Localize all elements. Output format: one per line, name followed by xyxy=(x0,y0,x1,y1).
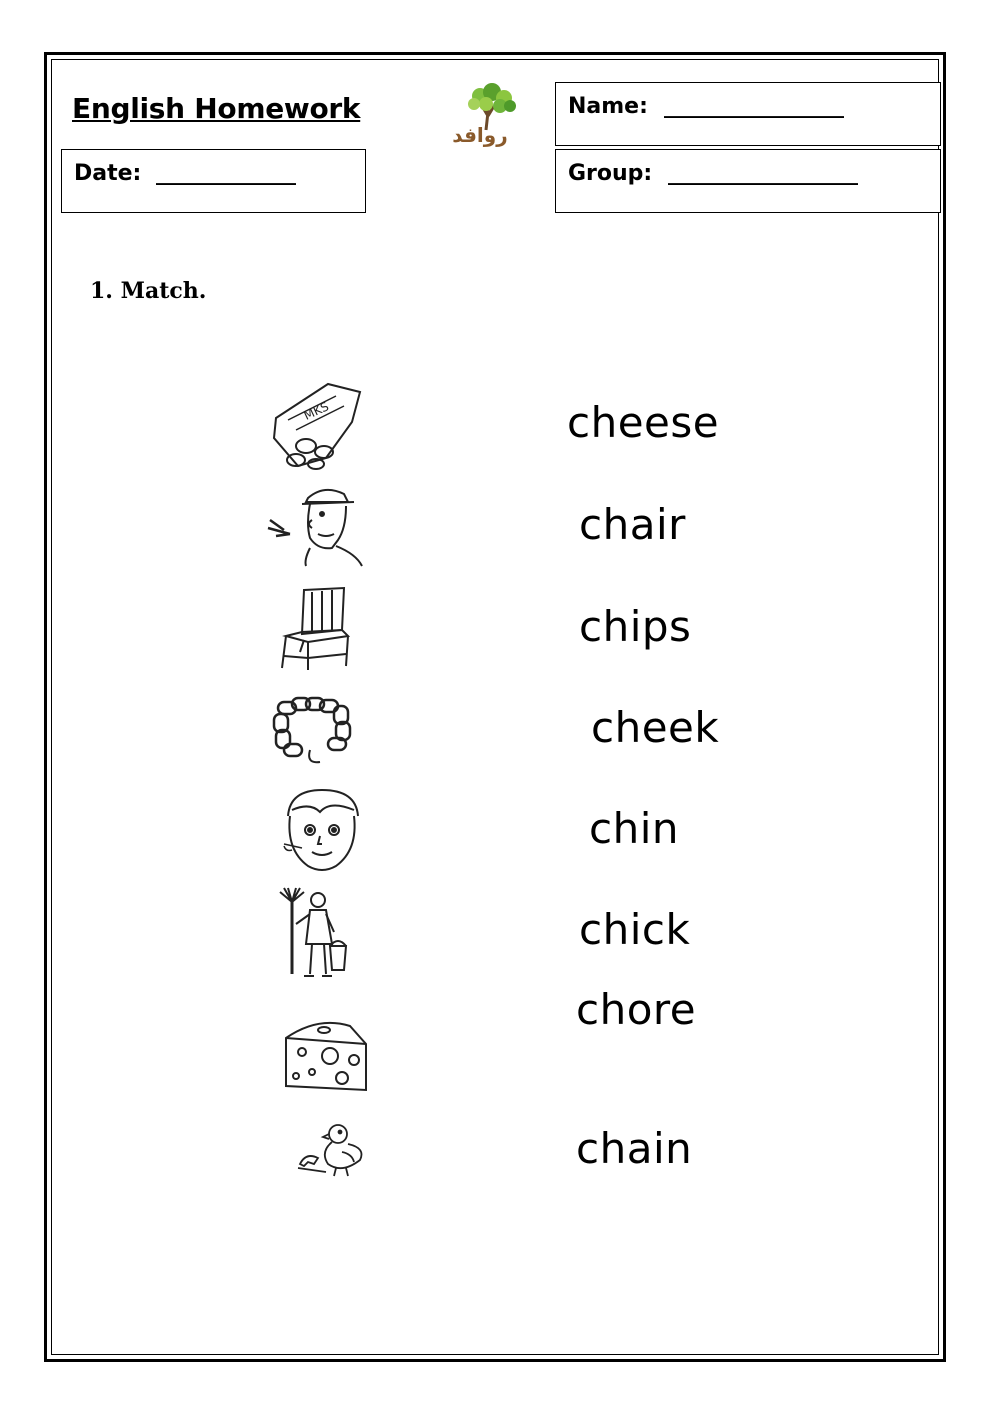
chips-icon xyxy=(266,378,366,472)
group-label: Group: xyxy=(568,161,653,186)
chain-icon xyxy=(270,692,362,768)
question-instruction: 1. Match. xyxy=(90,278,207,304)
tree-logo-icon xyxy=(430,82,530,148)
name-label: Name: xyxy=(568,94,648,119)
svg-text:MKS: MKS xyxy=(301,399,331,423)
page-inner-border xyxy=(51,59,939,1355)
match-word-6: chick xyxy=(579,905,691,954)
chair-icon xyxy=(278,586,354,672)
chore-icon xyxy=(274,884,354,980)
date-line: ______________ xyxy=(156,161,296,185)
chin-icon xyxy=(266,484,366,568)
chick-icon xyxy=(296,1118,370,1180)
match-word-7: chore xyxy=(576,985,697,1034)
match-word-4: cheek xyxy=(591,703,720,752)
match-word-5: chin xyxy=(589,804,679,853)
match-word-3: chips xyxy=(579,602,692,651)
match-word-2: chair xyxy=(579,500,686,549)
worksheet-title: English Homework xyxy=(72,92,361,125)
match-word-8: chain xyxy=(576,1124,693,1173)
logo-text: روافد xyxy=(452,123,508,147)
cheek-icon xyxy=(280,786,364,876)
date-label: Date: xyxy=(74,161,142,186)
cheese-icon xyxy=(278,1016,370,1094)
name-line: __________________ xyxy=(664,94,844,118)
match-word-1: cheese xyxy=(567,398,720,447)
group-line: ___________________ xyxy=(668,161,858,185)
